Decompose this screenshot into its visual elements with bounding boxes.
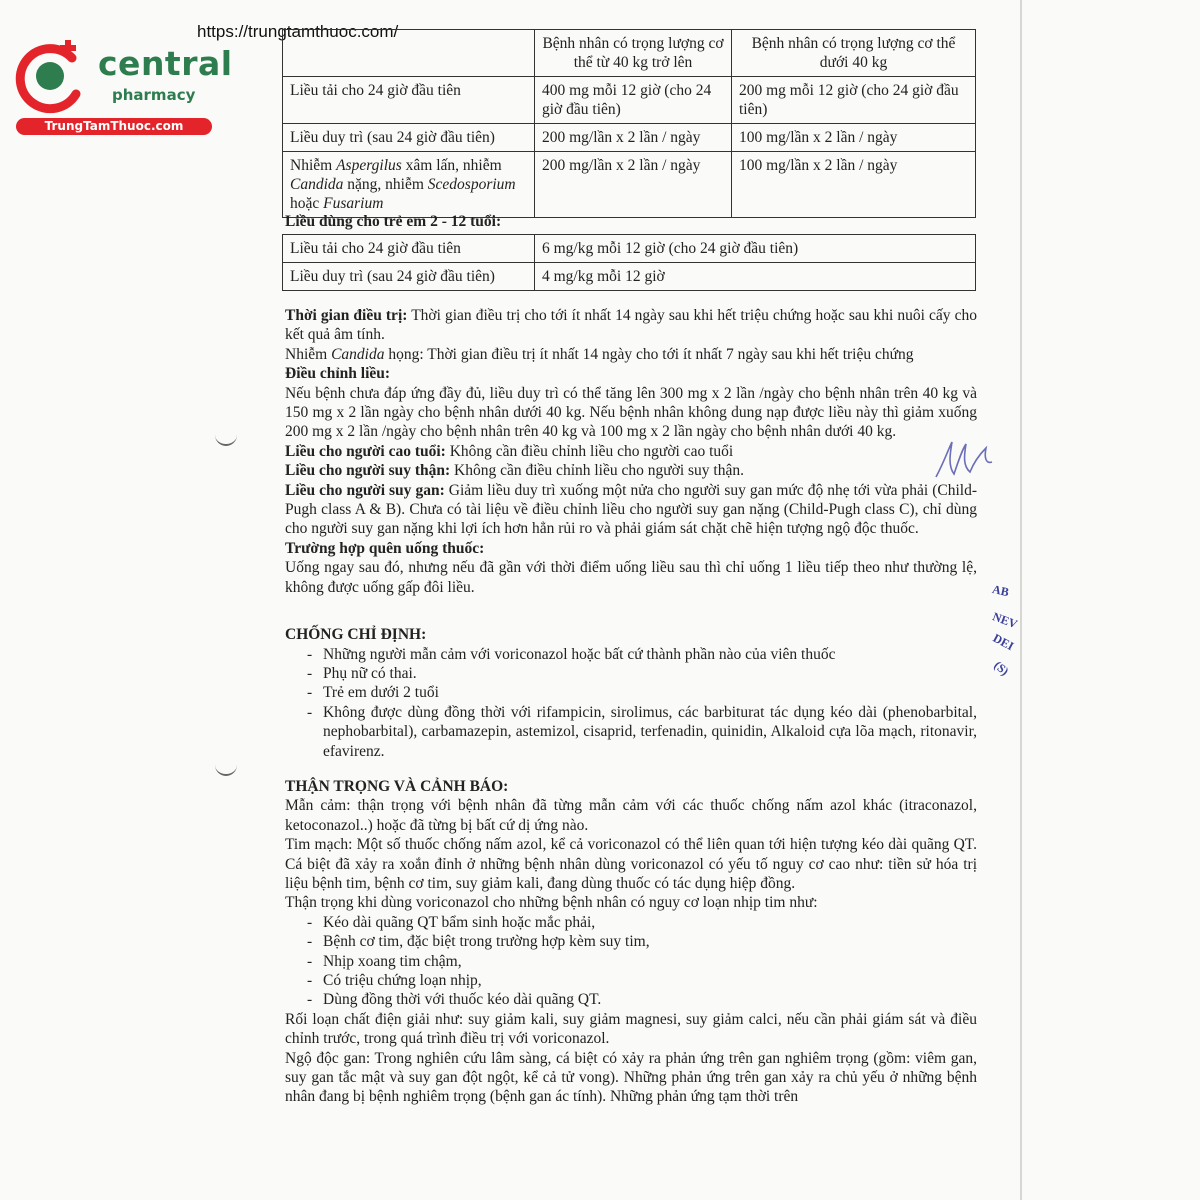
contraindications-heading: CHỐNG CHỈ ĐỊNH: (285, 626, 427, 644)
missed-dose-text: Uống ngay sau đó, nhưng nếu đã gần với thời điểm uống liều sau thì chỉ uống 1 liều tiếp theo như thường lệ, không được uống gấp đôi liều. (285, 559, 977, 596)
warning-hypersensitivity: Mẫn cảm: thận trọng với bệnh nhân đã từng mẫn cảm với các thuốc chống nấm azol khác (itraconazol, ketoconazol..) hoặc đã từng bị bất cứ dị ứng nào. (285, 797, 977, 834)
dose-over-40kg: 400 mg mỗi 12 giờ (cho 24 giờ đầu tiên) (535, 77, 732, 124)
row-label: Liều duy trì (sau 24 giờ đầu tiên) (283, 124, 535, 152)
dose-over-40kg: 200 mg/lần x 2 lần / ngày (535, 124, 732, 152)
table-header-cell (283, 30, 535, 77)
dose-under-40kg: 100 mg/lần x 2 lần / ngày (732, 152, 976, 218)
table-row (283, 235, 976, 263)
dose-over-40kg: 200 mg/lần x 2 lần / ngày (535, 152, 732, 218)
binder-hole (215, 432, 237, 446)
logo-wordmark: central (98, 44, 233, 83)
child-dose: 4 mg/kg mỗi 12 giờ (535, 263, 976, 291)
list-item: - Kéo dài quãng QT bẩm sinh hoặc mắc phải, (307, 913, 977, 932)
list-item: - Những người mẫn cảm với voriconazol hoặc bất cứ thành phần nào của viên thuốc (307, 645, 977, 664)
table-row (283, 152, 976, 218)
child-dose: 6 mg/kg mỗi 12 giờ (cho 24 giờ đầu tiên) (535, 235, 976, 263)
missed-dose-heading: Trường hợp quên uống thuốc: (285, 539, 485, 557)
arrhythmia-risk-list (285, 913, 977, 1010)
table-header-cell: Bệnh nhân có trọng lượng cơ thể dưới 40 kg (732, 30, 976, 77)
row-label: Liều tải cho 24 giờ đầu tiên (283, 77, 535, 124)
list-item: - Dùng đồng thời với thuốc kéo dài quãng QT. (307, 990, 977, 1009)
central-pharmacy-logo (10, 36, 233, 136)
treatment-duration: Thời gian điều trị: Thời gian điều trị cho tới ít nhất 14 ngày sau khi hết triệu chứng hoặc sau khi nuôi cấy cho kết quả âm tính. (285, 307, 977, 344)
dose-adjust-text: Nếu bệnh chưa đáp ứng đầy đủ, liều duy trì có thể tăng lên 300 mg x 2 lần /ngày cho bệnh nhân trên 40 kg và 150 mg x 2 lần ngày cho bệnh nhân dưới 40 kg. Nếu bệnh nhân không dung nạp được liều này thì giảm xuống 200 mg x 2 lần /ngày cho bệnh nhân trên 40 kg và 100 mg x 2 lần ngày cho bệnh nhân dưới 40 kg. (285, 384, 977, 441)
signature-mark (930, 432, 1000, 487)
candida-duration: Nhiễm Candida họng: Thời gian điều trị ít nhất 14 ngày cho tới ít nhất 7 ngày sau khi hết triệu chứng (285, 345, 914, 363)
row-label: Nhiễm Aspergilus xâm lấn, nhiễm Candida nặng, nhiễm Scedosporium hoặc Fusarium (283, 152, 535, 218)
adult-dosage-table (282, 29, 976, 218)
row-label: Liều tải cho 24 giờ đầu tiên (283, 235, 535, 263)
pharmacy-cross-icon (10, 36, 92, 118)
logo-badge: TrungTamThuoc.com (16, 118, 212, 135)
row-label: Liều duy trì (sau 24 giờ đầu tiên) (283, 263, 535, 291)
list-item: - Nhịp xoang tim chậm, (307, 952, 977, 971)
renal-dose: Liều cho người suy thận: Không cần điều chỉnh liều cho người suy thận. (285, 462, 744, 480)
dose-adjust-heading: Điều chỉnh liều: (285, 365, 391, 383)
table-row (283, 77, 976, 124)
warnings-heading: THẬN TRỌNG VÀ CẢNH BÁO: (285, 777, 509, 795)
list-item: - Phụ nữ có thai. (307, 664, 977, 683)
list-item: - Có triệu chứng loạn nhịp, (307, 971, 977, 990)
dose-under-40kg: 200 mg mỗi 12 giờ (cho 24 giờ đầu tiên) (732, 77, 976, 124)
warning-arrhythmia-intro: Thận trọng khi dùng voriconazol cho những bệnh nhân có nguy cơ loạn nhịp tim như: (285, 894, 818, 912)
list-item: - Không được dùng đồng thời với rifampicin, sirolimus, các barbiturat tác dụng kéo dài (phenobarbital, nephobarbital), carbamazepin, astemizol, cisaprid, terfenadin, quinidin, Alkaloid cựa lõa mạch, ritonavir, efavirenz. (307, 703, 977, 761)
dose-under-40kg: 100 mg/lần x 2 lần / ngày (732, 124, 976, 152)
table-header-row (283, 30, 976, 77)
elderly-dose: Liều cho người cao tuổi: Không cần điều chỉnh liều cho người cao tuổi (285, 442, 734, 460)
table-row (283, 263, 976, 291)
binder-hole (215, 762, 237, 776)
logo-subtitle: pharmacy (112, 86, 196, 104)
warning-electrolytes: Rối loạn chất điện giải như: suy giảm kali, suy giảm magnesi, suy giảm calci, nếu cần phải giám sát và điều chỉnh trước, trong quá trình điều trị với voriconazol. (285, 1010, 977, 1048)
document-body (285, 306, 977, 1107)
child-table-title: Liều dùng cho trẻ em 2 - 12 tuổi: (285, 213, 502, 230)
watermark-url[interactable]: https://trungtamthuoc.com/ (197, 22, 399, 41)
child-dosage-table (282, 234, 976, 291)
hepatic-dose: Liều cho người suy gan: Giảm liều duy trì xuống một nửa cho người suy gan mức độ nhẹ tới vừa phải (Child-Pugh class A & B). Chưa có tài liệu về điều chỉnh liều cho người suy gan nặng (Child-Pugh class C), chỉ dùng cho người suy gan nặng khi lợi ích hơn hẳn rủi ro và phải giám sát chặt chẽ hiện tượng ngộ độc thuốc. (285, 481, 978, 538)
list-item: - Trẻ em dưới 2 tuổi (307, 683, 977, 702)
table-header-cell: Bệnh nhân có trọng lượng cơ thể từ 40 kg trở lên (535, 30, 732, 77)
table-row (283, 124, 976, 152)
stamp-fragment: AB NEV DEI (S) (990, 582, 1020, 679)
contraindications-list (285, 645, 977, 761)
warning-hepatotoxicity: Ngộ độc gan: Trong nghiên cứu lâm sàng, cá biệt có xảy ra phản ứng trên gan nghiêm trọng (gồm: viêm gan, suy gan tắc mật và suy gan đột ngột, kể cả tử vong). Những phản ứng trên gan xảy ra chủ yếu ở những bệnh nhân đang bị bệnh nghiêm trọng (bệnh gan ác tính). Những phản ứng tạm thời trên (285, 1049, 977, 1106)
list-item: - Bệnh cơ tim, đặc biệt trong trường hợp kèm suy tim, (307, 932, 977, 951)
warning-cardiac: Tim mạch: Một số thuốc chống nấm azol, kể cả voriconazol có thể liên quan tới hiện tượng kéo dài quãng QT. Cá biệt đã xảy ra xoắn đỉnh ở những bệnh nhân dùng voriconazol có yếu tố nguy cơ cao như: tiền sử hóa trị liệu bệnh tim, bệnh cơ tim, suy giảm kali, đang dùng thuốc có tác dụng hiệp đồng. (285, 836, 977, 892)
